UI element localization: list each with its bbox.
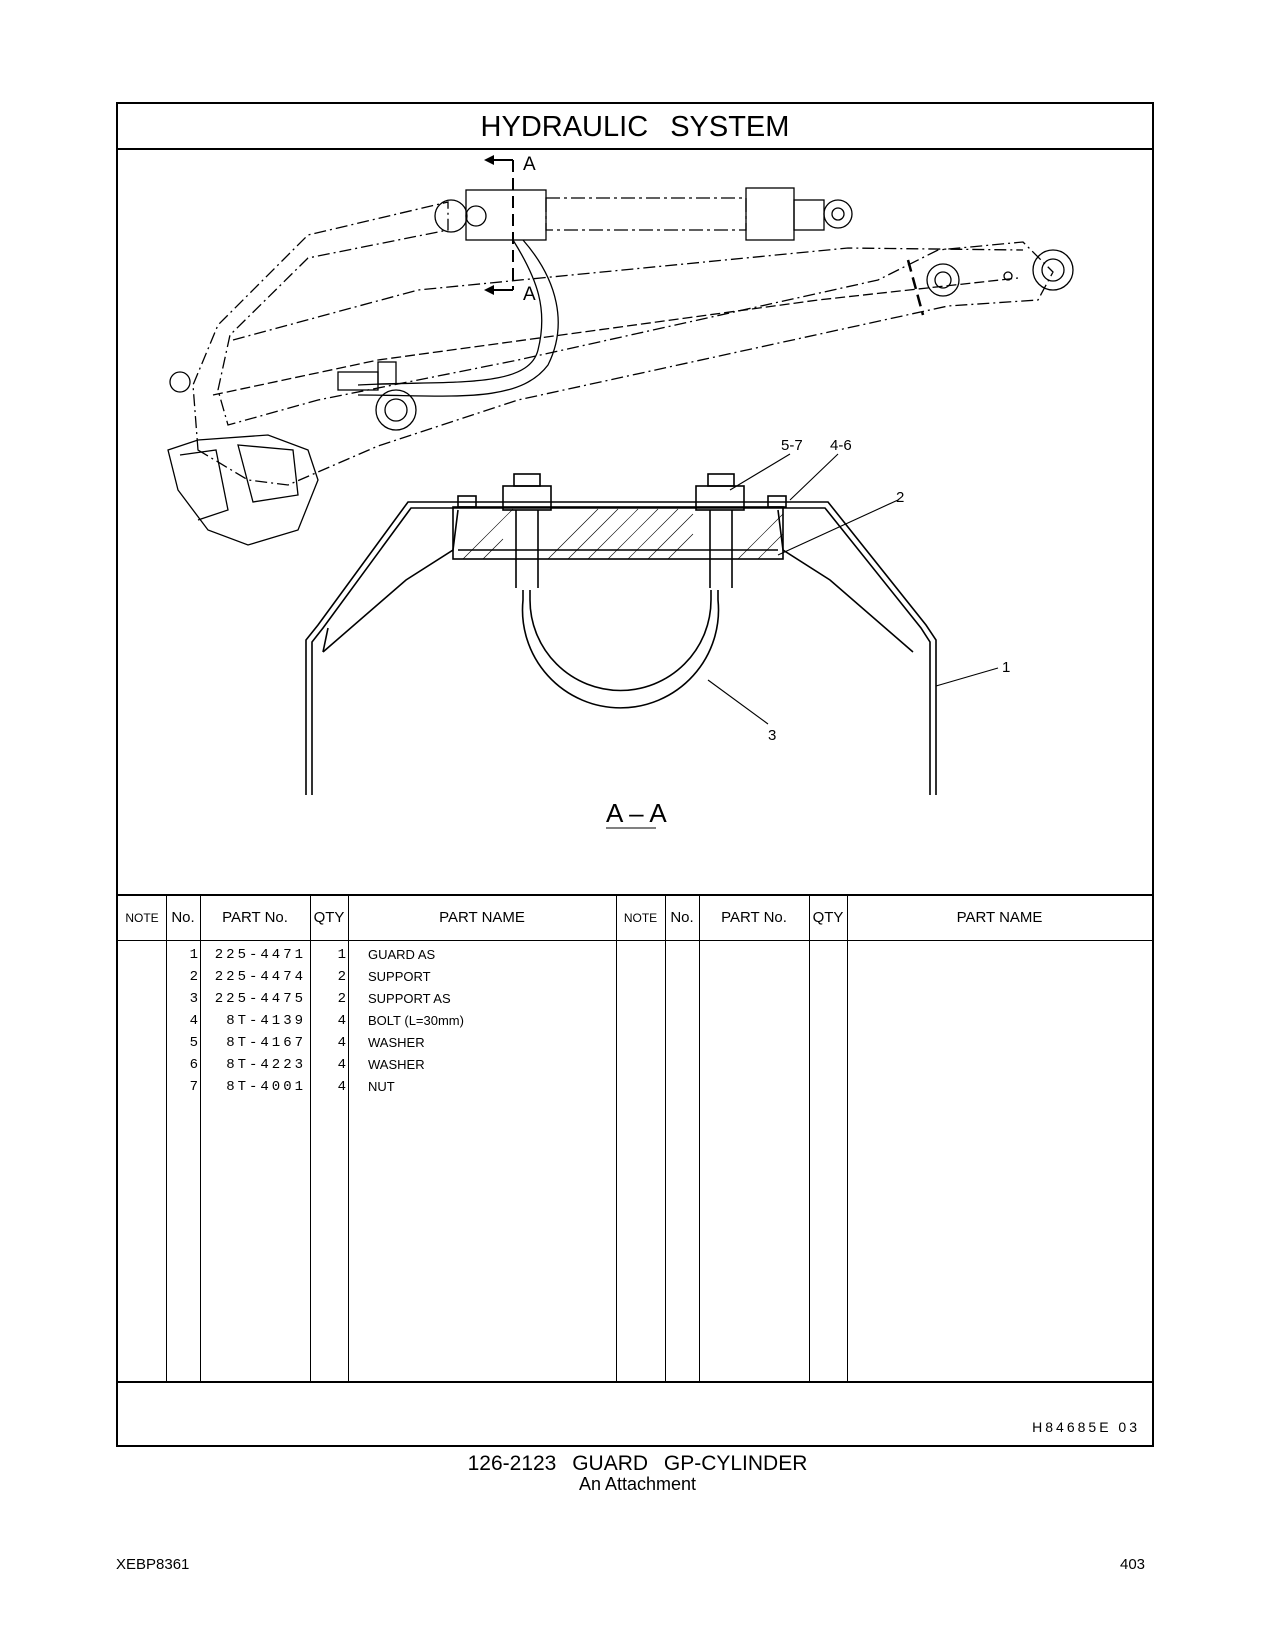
- group-title: 126-2123 GUARD GP-CYLINDER: [467, 1452, 808, 1475]
- section-mark-bottom: A: [523, 284, 536, 305]
- exploded-view-drawing: [118, 150, 1152, 896]
- callout-3: 3: [768, 727, 777, 744]
- callout-2: 2: [896, 489, 905, 506]
- callout-4-6: 4-6: [830, 437, 852, 454]
- callout-5-7: 5-7: [781, 437, 803, 454]
- col-part-no: PART No.: [222, 909, 288, 926]
- col-part-no-2: PART No.: [721, 909, 787, 926]
- col-part-name: PART NAME: [439, 909, 525, 926]
- group-subtitle: An Attachment: [578, 1474, 697, 1494]
- col-qty: QTY: [313, 909, 345, 926]
- section-title: A – A: [606, 798, 667, 828]
- document-id: XEBP8361: [116, 1556, 190, 1573]
- parts-page-frame: [116, 102, 1154, 1447]
- callout-1: 1: [1002, 659, 1011, 676]
- parts-table: NOTE No. PART No. QTY PART NAME NOTE No. PART No. QTY PART NAME 1 225-4471 1 GUARD AS 2 225-4474 2 SUPPORT 3 225-4475 2 SUPPORT AS 4 8T-4139 4 BOLT (L=30mm) 5 8T-4167 4 WASHER 6 8T-4223 4 WASHER 7 8T-4001 4 NUT: [118, 894, 1152, 1383]
- illustration-code-area: [118, 1381, 1152, 1447]
- col-note-2: NOTE: [623, 911, 658, 925]
- col-no: No.: [171, 909, 195, 926]
- illustration-code: H84685E 03: [1032, 1419, 1140, 1435]
- col-qty-2: QTY: [812, 909, 844, 926]
- page-number: 403: [1120, 1556, 1146, 1573]
- col-no-2: No.: [670, 909, 694, 926]
- section-mark-top: A: [523, 154, 536, 175]
- col-note: NOTE: [125, 911, 159, 925]
- col-part-name-2: PART NAME: [956, 909, 1043, 926]
- page-title: HYDRAULIC SYSTEM: [118, 104, 1152, 150]
